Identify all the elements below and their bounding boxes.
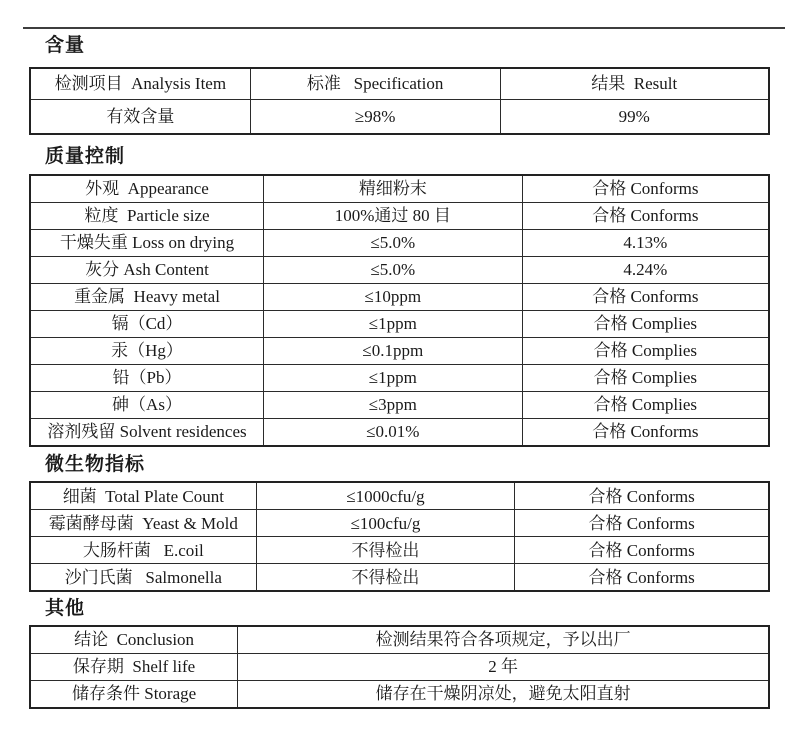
value-cell: 储存在干燥阴凉处，避免太阳直射: [238, 681, 769, 709]
table-row: [30, 283, 769, 310]
item-cell: 粒度 Particle size: [30, 202, 264, 229]
table-row: [30, 510, 769, 537]
item-cell: 外观 Appearance: [30, 175, 264, 203]
label-cell: 储存条件 Storage: [30, 681, 238, 709]
spec-cell: ≥98%: [250, 99, 500, 134]
specification-header: 标准 Specification: [250, 68, 500, 100]
table-row: [30, 418, 769, 446]
item-cell: 砷（As）: [30, 391, 264, 418]
result-cell: 4.24%: [522, 256, 769, 283]
section-title-other: 其他: [45, 598, 86, 620]
table-row: [30, 626, 769, 654]
result-cell: 合格 Conforms: [522, 418, 769, 446]
item-cell: 大肠杆菌 E.coil: [30, 537, 256, 564]
spec-cell: ≤0.01%: [264, 418, 523, 446]
table-row: [30, 202, 769, 229]
item-cell: 重金属 Heavy metal: [30, 283, 264, 310]
section-title-content: 含量: [45, 35, 86, 56]
spec-cell: ≤1ppm: [264, 310, 523, 337]
table-row: [30, 229, 769, 256]
table-row: [30, 564, 769, 592]
result-cell: 合格 Conforms: [522, 202, 769, 229]
spec-cell: ≤1000cfu/g: [256, 482, 515, 510]
spec-cell: 不得检出: [256, 564, 515, 592]
spec-cell: ≤5.0%: [264, 256, 523, 283]
spec-cell: 精细粉末: [264, 175, 523, 203]
content-table: [29, 67, 770, 135]
other-table: [29, 625, 770, 709]
spec-cell: ≤0.1ppm: [264, 337, 523, 364]
result-cell: 4.13%: [522, 229, 769, 256]
table-row: [30, 310, 769, 337]
analysis-item-header: 检测项目 Analysis Item: [30, 68, 250, 100]
table-row: [30, 681, 769, 709]
table-row: [30, 654, 769, 681]
spec-cell: ≤100cfu/g: [256, 510, 515, 537]
quality-table: [29, 174, 770, 447]
item-cell: 灰分 Ash Content: [30, 256, 264, 283]
table-row: [30, 175, 769, 203]
item-cell: 细菌 Total Plate Count: [30, 482, 256, 510]
value-cell: 检测结果符合各项规定，予以出厂: [238, 626, 769, 654]
result-cell: 合格 Conforms: [522, 283, 769, 310]
table-row: [30, 391, 769, 418]
result-cell: 99%: [500, 99, 769, 134]
item-cell: 沙门氏菌 Salmonella: [30, 564, 256, 592]
result-cell: 合格 Complies: [522, 337, 769, 364]
top-divider-rule: [23, 27, 785, 29]
result-cell: 合格 Conforms: [515, 537, 769, 564]
table-row: [30, 337, 769, 364]
result-cell: 合格 Complies: [522, 310, 769, 337]
item-cell: 有效含量: [30, 99, 250, 134]
item-cell: 溶剂残留 Solvent residences: [30, 418, 264, 446]
spec-cell: 不得检出: [256, 537, 515, 564]
item-cell: 铅（Pb）: [30, 364, 264, 391]
item-cell: 干燥失重 Loss on drying: [30, 229, 264, 256]
spec-cell: ≤5.0%: [264, 229, 523, 256]
result-cell: 合格 Complies: [522, 391, 769, 418]
table-row: [30, 364, 769, 391]
table-row: [30, 537, 769, 564]
table-row: [30, 482, 769, 510]
section-title-quality: 质量控制: [45, 145, 126, 167]
value-cell: 2 年: [238, 654, 769, 681]
section-title-micro: 微生物指标: [45, 453, 146, 475]
result-cell: 合格 Conforms: [515, 564, 769, 592]
result-header: 结果 Result: [500, 68, 769, 100]
result-cell: 合格 Conforms: [522, 175, 769, 203]
spec-cell: 100%通过 80 目: [264, 202, 523, 229]
label-cell: 保存期 Shelf life: [30, 654, 238, 681]
spec-cell: ≤1ppm: [264, 364, 523, 391]
label-cell: 结论 Conclusion: [30, 626, 238, 654]
result-cell: 合格 Conforms: [515, 510, 769, 537]
table-header-row: [30, 68, 769, 100]
spec-cell: ≤3ppm: [264, 391, 523, 418]
table-row: [30, 99, 769, 134]
table-row: [30, 256, 769, 283]
item-cell: 汞（Hg）: [30, 337, 264, 364]
micro-table: [29, 481, 770, 592]
item-cell: 霉菌酵母菌 Yeast & Mold: [30, 510, 256, 537]
result-cell: 合格 Conforms: [515, 482, 769, 510]
item-cell: 镉（Cd）: [30, 310, 264, 337]
result-cell: 合格 Complies: [522, 364, 769, 391]
spec-cell: ≤10ppm: [264, 283, 523, 310]
